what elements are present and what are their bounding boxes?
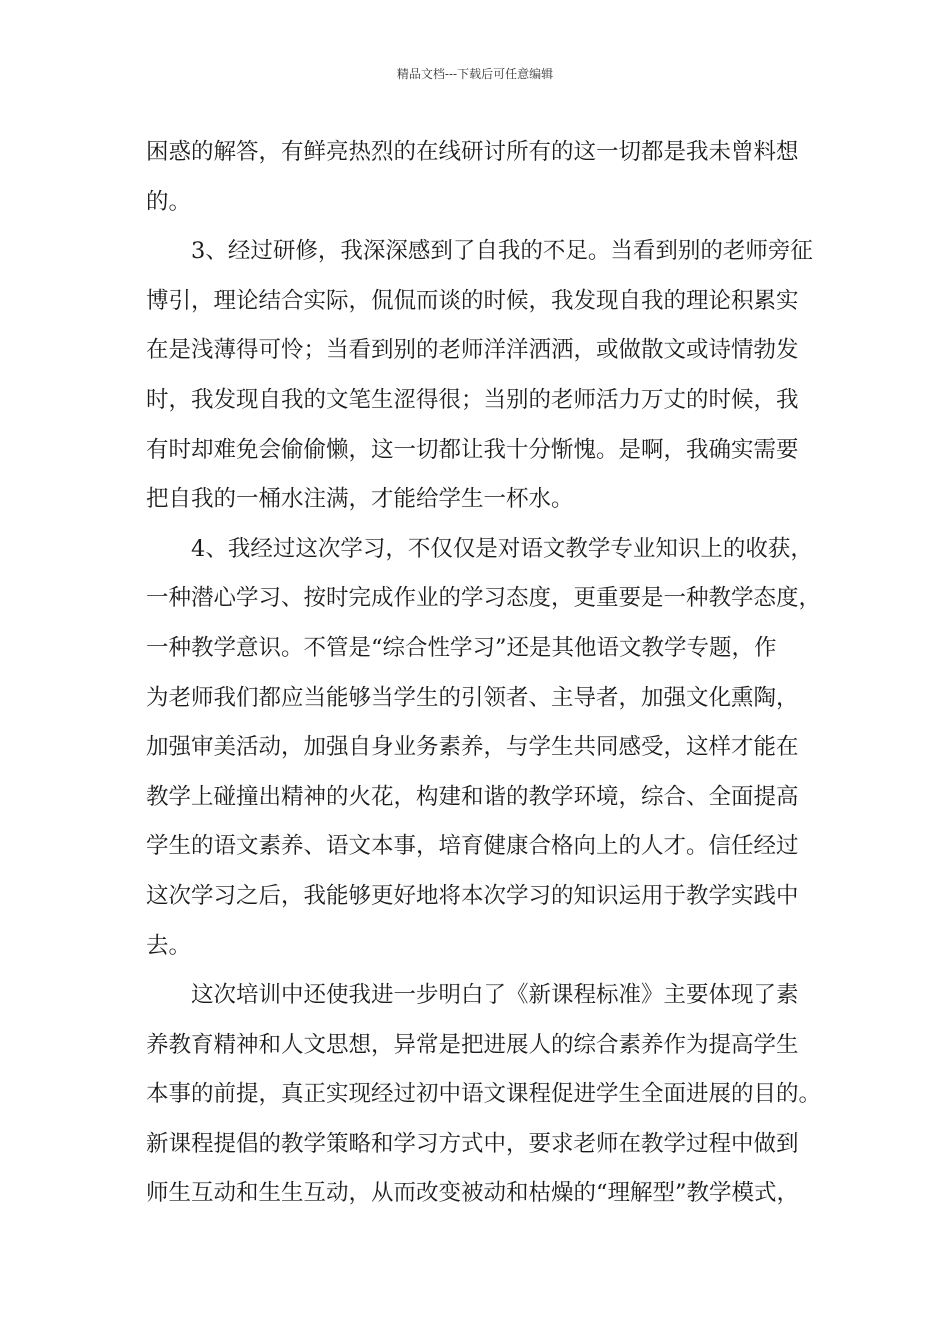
text-line: 的。: [146, 188, 192, 215]
text-line: 时，我发现自我的文笔生涩得很；当别的老师活力万丈的时候，我: [146, 386, 799, 413]
text-line: 一种教学意识。不管是“综合性学习”还是其他语文教学专题，作: [146, 634, 777, 661]
text-line-paragraph-start: 3、经过研修，我深深感到了自我的不足。当看到别的老师旁征: [191, 238, 813, 265]
text-line: 博引，理论结合实际，侃侃而谈的时候，我发现自我的理论积累实: [146, 287, 799, 314]
text-line: 为老师我们都应当能够当学生的引领者、主导者，加强文化熏陶，: [146, 684, 799, 711]
page-header: 精品文档---下载后可任意编辑: [396, 67, 554, 81]
text-line-paragraph-start: 这次培训中还使我进一步明白了《新课程标准》主要体现了素: [191, 982, 799, 1009]
text-line: 加强审美活动，加强自身业务素养，与学生共同感受，这样才能在: [146, 734, 799, 761]
text-line: 有时却难免会偷偷懒，这一切都让我十分惭愧。是啊，我确实需要: [146, 436, 799, 463]
text-line: 教学上碰撞出精神的火花，构建和谐的教学环境，综合、全面提高: [146, 783, 799, 810]
text-line-paragraph-start: 4、我经过这次学习，不仅仅是对语文教学专业知识上的收获，: [191, 535, 813, 562]
document-body: [146, 128, 836, 1219]
text-line: 把自我的一桶水注满，才能给学生一杯水。: [146, 486, 574, 513]
text-line: 这次学习之后，我能够更好地将本次学习的知识运用于教学实践中: [146, 882, 799, 909]
text-line: 新课程提倡的教学策略和学习方式中，要求老师在教学过程中做到: [146, 1130, 799, 1157]
text-line: 去。: [146, 932, 192, 959]
text-line: 学生的语文素养、语文本事，培育健康合格向上的人才。信任经过: [146, 833, 799, 860]
text-line: 困惑的解答，有鲜亮热烈的在线研讨所有的这一切都是我未曾料想: [146, 139, 799, 165]
text-line: 一种潜心学习、按时完成作业的学习态度，更重要是一种教学态度，: [146, 585, 822, 612]
text-line: 本事的前提，真正实现经过初中语文课程促进学生全面进展的目的。: [146, 1081, 822, 1108]
text-line: 在是浅薄得可怜；当看到别的老师洋洋洒洒，或做散文或诗情勃发: [146, 337, 799, 364]
text-line: 师生互动和生生互动，从而改变被动和枯燥的“理解型”教学模式，: [146, 1180, 800, 1207]
text-line: 养教育精神和人文思想，异常是把进展人的综合素养作为提高学生: [146, 1031, 799, 1058]
